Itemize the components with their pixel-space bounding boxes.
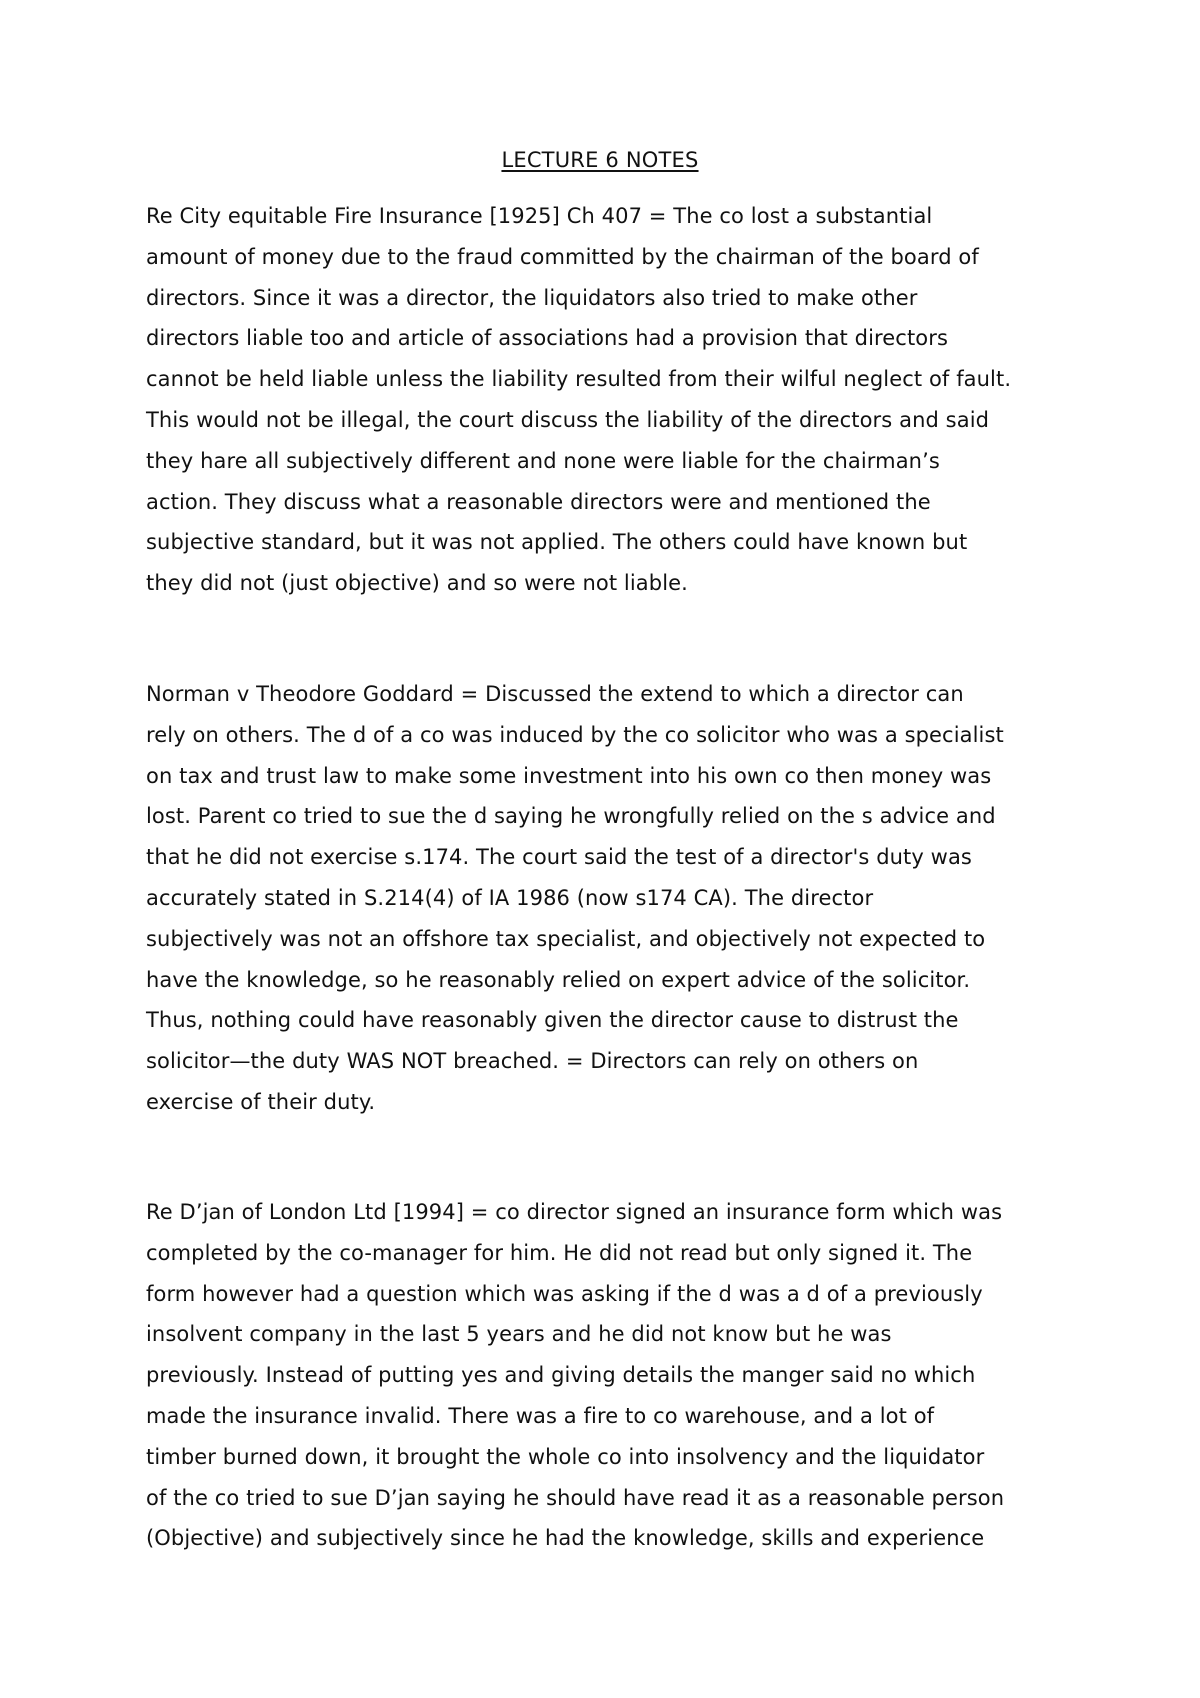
page-title: LECTURE 6 NOTES: [501, 148, 699, 172]
paragraph-line: have the knowledge, so he reasonably relied on expert advice of the solicitor.: [146, 967, 971, 992]
paragraph-line: amount of money due to the fraud committed by the chairman of the board of: [146, 244, 979, 269]
paragraph-line: directors liable too and article of associations had a provision that directors: [146, 326, 949, 351]
paragraph-norman-v-theodore-goddard: [146, 674, 1066, 1123]
paragraph-line: (Objective) and subjectively since he had the knowledge, skills and experience: [146, 1526, 985, 1551]
paragraph-line: subjectively was not an offshore tax specialist, and objectively not expected to: [146, 926, 986, 951]
paragraph-line: Thus, nothing could have reasonably given the director cause to distrust the: [146, 1008, 959, 1033]
paragraph-line: made the insurance invalid. There was a fire to co warehouse, and a lot of: [146, 1403, 935, 1428]
paragraph-line: they hare all subjectively different and none were liable for the chairman’s: [146, 448, 940, 473]
paragraph-line: solicitor—the duty WAS NOT breached. = Directors can rely on others on: [146, 1049, 919, 1074]
paragraph-line: rely on others. The d of a co was induced by the co solicitor who was a specialist: [146, 722, 1004, 747]
paragraph-line: Norman v Theodore Goddard = Discussed the extend to which a director can: [146, 682, 964, 706]
paragraph-city-equitable: [146, 196, 1066, 604]
paragraph-line: previously. Instead of putting yes and giving details the manger said no which: [146, 1363, 976, 1388]
paragraph-line: of the co tried to sue D’jan saying he should have read it as a reasonable person: [146, 1485, 1005, 1510]
paragraph-line: action. They discuss what a reasonable directors were and mentioned the: [146, 489, 931, 514]
paragraph-line: directors. Since it was a director, the liquidators also tried to make other: [146, 285, 918, 310]
paragraph-re-djan-of-london: [146, 1192, 1066, 1559]
paragraph-line: lost. Parent co tried to sue the d saying he wrongfully relied on the s advice and: [146, 804, 996, 829]
paragraph-line: on tax and trust law to make some investment into his own co then money was: [146, 763, 992, 788]
paragraph-line: Re City equitable Fire Insurance [1925] Ch 407 = The co lost a substantial: [146, 204, 933, 228]
paragraph-line: subjective standard, but it was not applied. The others could have known but: [146, 530, 968, 555]
paragraph-line: timber burned down, it brought the whole co into insolvency and the liquidator: [146, 1444, 985, 1469]
paragraph-line: exercise of their duty.: [146, 1089, 376, 1114]
paragraph-line: Re D’jan of London Ltd [1994] = co director signed an insurance form which was: [146, 1200, 1003, 1224]
paragraph-line: form however had a question which was asking if the d was a d of a previously: [146, 1281, 983, 1306]
paragraph-line: This would not be illegal, the court discuss the liability of the directors and said: [146, 407, 990, 432]
paragraph-line: they did not (just objective) and so were not liable.: [146, 571, 688, 596]
paragraph-line: insolvent company in the last 5 years and he did not know but he was: [146, 1322, 892, 1347]
paragraph-line: accurately stated in S.214(4) of IA 1986 (now s174 CA). The director: [146, 885, 874, 910]
paragraph-line: that he did not exercise s.174. The court said the test of a director's duty was: [146, 845, 972, 870]
paragraph-line: completed by the co-manager for him. He did not read but only signed it. The: [146, 1240, 973, 1265]
paragraph-line: cannot be held liable unless the liability resulted from their wilful neglect of fault.: [146, 367, 1012, 392]
